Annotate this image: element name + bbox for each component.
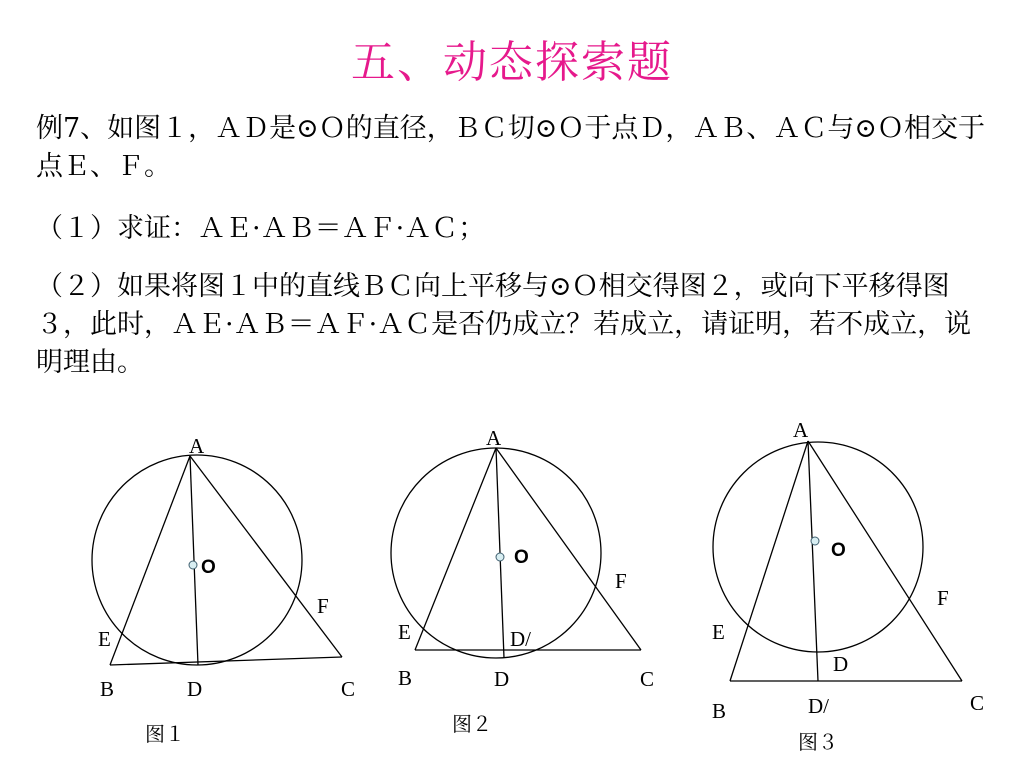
- figure-1-label-o: O: [201, 557, 216, 578]
- figure-1-label-c: C: [341, 677, 356, 701]
- figure-2-label-o: O: [514, 547, 529, 568]
- figure-2-circle: [391, 448, 601, 658]
- figure-2-label-d: D: [494, 667, 510, 691]
- question-1: （１）求证：ＡＥ·ＡＢ＝ＡＦ·ＡＣ；: [36, 213, 486, 244]
- figure-3-line-ad: [808, 441, 818, 681]
- figure-3-line-ac: [808, 441, 962, 681]
- problem-intro: 例7、如图１，ＡＤ是⊙Ｏ的直径，ＢＣ切⊙Ｏ于点Ｄ，ＡＢ、ＡＣ与⊙Ｏ相交于点Ｅ、Ｆ。: [36, 113, 986, 182]
- figure-3-label-d-prime: D/: [808, 694, 829, 718]
- figure-3-label-a: A: [793, 418, 809, 442]
- figure-1: [92, 434, 355, 701]
- figure-3-label-b: B: [712, 699, 727, 723]
- figure-1-label-d: D: [187, 677, 203, 701]
- figure-2-center-point: [496, 553, 504, 561]
- figure-3: [712, 418, 984, 723]
- figure-2-label-a: A: [486, 426, 502, 450]
- figure-2-label-e: E: [398, 620, 411, 644]
- figure-2-caption: 图２: [452, 712, 492, 736]
- figure-3-caption: 图３: [798, 730, 838, 754]
- figure-1-caption: 图１: [145, 722, 185, 746]
- figure-2-line-ab: [415, 448, 496, 650]
- figure-3-label-e: E: [712, 620, 725, 644]
- figure-3-circle: [713, 442, 923, 652]
- figure-2-label-c: C: [640, 667, 655, 691]
- figure-1-label-b: B: [100, 677, 115, 701]
- figure-1-line-bc: [110, 657, 342, 665]
- figure-3-label-c: C: [970, 691, 985, 715]
- figure-3-label-o: O: [831, 540, 846, 561]
- figure-3-center-point: [811, 537, 819, 545]
- figure-2-label-b: B: [398, 666, 413, 690]
- figure-1-label-a: A: [189, 434, 205, 458]
- slide-title: 五、动态探索题: [351, 37, 673, 88]
- figure-3-label-f: F: [937, 586, 949, 610]
- figure-1-line-ad: [190, 456, 198, 665]
- figure-3-label-d: D: [833, 652, 849, 676]
- figure-3-line-ab: [730, 441, 808, 681]
- figure-2-label-f: F: [615, 569, 627, 593]
- figure-1-label-f: F: [317, 594, 329, 618]
- figure-1-center-point: [189, 561, 197, 569]
- figure-2-label-d-prime: D/: [510, 627, 531, 651]
- figure-2: [391, 426, 654, 691]
- figure-1-label-e: E: [98, 627, 111, 651]
- question-2: （２）如果将图１中的直线ＢＣ向上平移与⊙Ｏ相交得图２，或向下平移得图３，此时，ＡＥ·ＡＢ＝ＡＦ·ＡＣ是否仍成立？若成立，请证明，若不成立，说明理由。: [36, 271, 972, 378]
